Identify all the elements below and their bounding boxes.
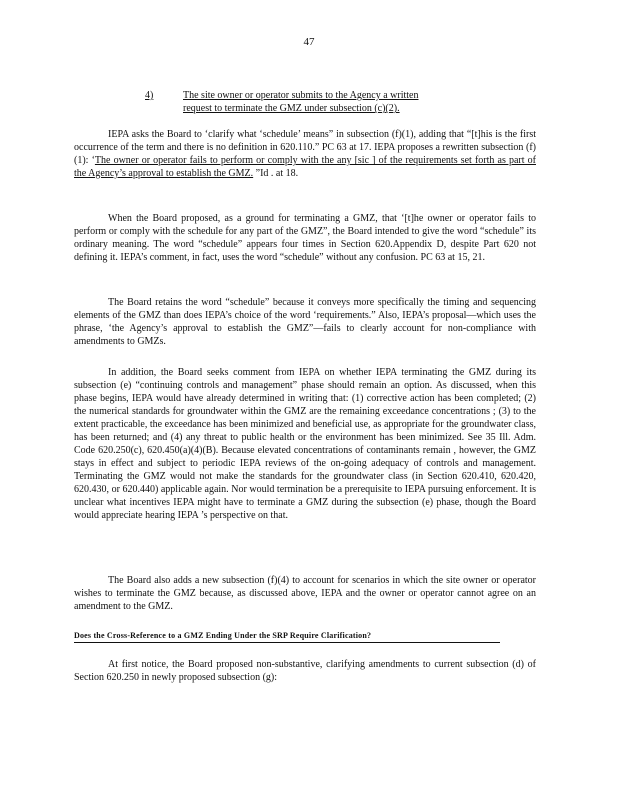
paragraph-text: When the Board proposed, as a ground for terminating a GMZ, that ‘[t]he owner or operator fails to perform or comply with the schedule for any part of the GMZ”, the Board intended to give the word “schedule” its ordinary meaning. The word “schedule” appears four times in Section 620.Appendix D, despite Part 620 not defining it. IEPA’s comment, in fact, uses the word “schedule” without any confusion. PC 63 at 15, 21. bbox=[74, 213, 536, 263]
proposed-rewrite-text: The owner or operator fails to perform or comply with the any [sic ] of the requirements set forth as part of the Agency’s approval to establish the GMZ. bbox=[74, 155, 536, 179]
paragraph-text: At first notice, the Board proposed non-substantive, clarifying amendments to current subsection (d) of Section 620.250 in newly proposed subsection (g): bbox=[74, 659, 536, 683]
paragraph-board-retains bbox=[74, 296, 536, 348]
citation-text: ”Id . at 18. bbox=[253, 168, 299, 179]
paragraph-first-notice bbox=[74, 658, 536, 684]
item-text-line-2: request to terminate the GMZ under subsection (c)(2). bbox=[183, 103, 400, 114]
page-number: 47 bbox=[303, 36, 315, 48]
paragraph-new-subsection bbox=[74, 574, 536, 613]
paragraph-board-intent bbox=[74, 212, 536, 264]
subsection-item-4 bbox=[145, 89, 490, 115]
paragraph-text: IEPA asks the Board to ‘clarify what ‘schedule’ means” in subsection (f)(1), adding that “[t]his is the first occurrence of the term and there is no definition in 620.110.” PC 63 at 17. IEPA proposes a rewritten subsection (f)(1): ‘ bbox=[74, 129, 536, 166]
paragraph-text: The Board also adds a new subsection (f)(4) to account for scenarios in which the site owner or operator wishes to terminate the GMZ because, as discussed above, IEPA and the owner or operator cannot agree on an amendment to the GMZ. bbox=[74, 575, 536, 612]
item-number: 4) bbox=[145, 90, 154, 101]
paragraph-text: In addition, the Board seeks comment from IEPA on whether IEPA terminating the GMZ during its subsection (e) “continuing controls and management” phase should remain an option. As discussed, when this phase begins, IEPA would have already determined in writing that: (1) corrective action has been completed; (2) the numerical standards for groundwater within the GMZ are the remaining exceedance concentrations ; (3) to the extent practicable, the exceedance has been minimized and beneficial use, as appropriate for the groundwater class, has been returned; and (4) any threat to public health or the environment has been minimized. See 35 Ill. Adm. Code 620.250(c), 620.450(a)(4)(B). Because elevated concentrations of contaminants remain , however, the GMZ stays in effect and subject to periodic IEPA reviews of the on-going adequacy of controls and management. Terminating the GMZ would not make the standards for the groundwater class (in Section 620.410, 620.420, 620.430, or 620.440) applicable again. Nor would termination be a prerequisite to IEPA pursuing enforcement. It is unclear what incentives IEPA might have to terminate a GMZ during the subsection (e) phase, though the Board would appreciate hearing IEPA ’s perspective on that. bbox=[74, 367, 536, 521]
section-heading: Does the Cross-Reference to a GMZ Ending Under the SRP Require Clarification? bbox=[74, 631, 500, 643]
paragraph-schedule-request bbox=[74, 128, 536, 180]
item-text-line-1: The site owner or operator submits to the Agency a written bbox=[183, 90, 419, 101]
paragraph-text: The Board retains the word “schedule” because it conveys more specifically the timing and sequencing elements of the GMZ than does IEPA’s choice of the word ‘requirements.” Also, IEPA’s proposal—which uses the phrase, ‘the Agency’s approval to establish the GMZ”—fails to clearly account for non-compliance with amendments to GMZs. bbox=[74, 297, 536, 347]
paragraph-seeks-comment bbox=[74, 366, 536, 522]
